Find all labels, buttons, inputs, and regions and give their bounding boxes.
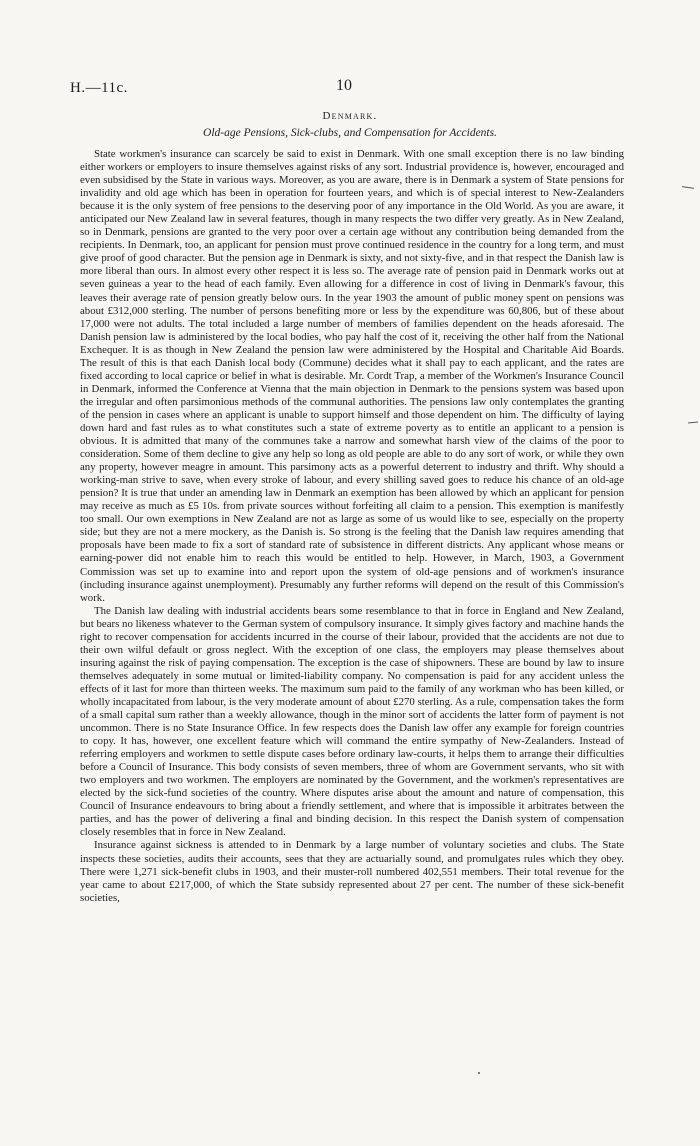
page-number: 10 [336, 77, 352, 94]
stray-dot [478, 1072, 480, 1074]
document-reference: H.—11c. [70, 80, 128, 96]
paragraph-pensions: State workmen's insurance can scarcely be said to exist in Denmark. With one small exception there is no law binding either workers or employers to insure themselves against risks of any sort. Industrial providence is, however, encouraged and even subsidised by the State in various ways. Moreover, as you are aware, there is in Denmark a system of State pensions for invalidity and old age which has been in operation for fourteen years, and which is of special interest to New-Zealanders because it is the only system of free pensions to the deserving poor of any importance in the Old World. As you are aware, it anticipated our New Zealand law in several features, though in many respects the two differ very greatly. As in New Zealand, so in Denmark, pensions are granted to the very poor over a certain age without any contribution being demanded from the recipients. In Denmark, too, an applicant for pension must prove continued residence in the country for a long term, and must give proof of good character. But the pension age in Denmark is sixty, and not sixty-five, and in that respect the Danish law is more liberal than ours. In almost every other respect it is less so. The average rate of pension paid in Denmark works out at seven guineas a year to the head of each family. Even allowing for a difference in cost of living in Denmark's favour, this leaves their average rate of pension greatly below ours. In the year 1903 the amount of public money spent on pensions was about £312,000 sterling. The number of persons benefiting more or less by the expenditure was 60,806, but of these about 17,000 were not adults. The total included a large number of members of families dependent on the heads aforesaid. The Danish pension law is administered by the local bodies, who pay half the cost of it, receiving the other half from the National Exchequer. It is as though in New Zealand the pension law were administered by the Hospital and Charitable Aid Boards. The result of this is that each Danish local body (Commune) decides what it shall pay to each applicant, and the rates are fixed according to local caprice or belief in what is desirable. Mr. Cordt Trap, a member of the Workmen's Insurance Council in Denmark, informed the Conference at Vienna that the main objection in Denmark to the pensions system was based upon the irregular and often parsimonious methods of the communal authorities. The pensions law only contemplates the granting of the pension in cases where an applicant is unable to support himself and those dependent on him. The difficulty of laying down hard and fast rules as to what constitutes such a state of extreme poverty as to entitle an applicant to a pension is obvious. It is admitted that many of the communes take a narrow and somewhat harsh view of the claims of the poor to consideration. Some of them decline to give any help so long as old people are able to do any sort of work, or while they own any property, however meagre in amount. This parsimony acts as a powerful deterrent to industry and thrift. Why should a working-man strive to save, when every stroke of labour, and every shilling saved goes to reduce his chance of an old-age pension? It is true that under an amending law in Denmark an exemption has been allowed by which an applicant for pension may receive as much as £5 10s. from private sources without forfeiting all claim to a pension. This exemption is manifestly too small. Our own exemptions in New Zealand are not as large as some of us would like to see, especially on the property side; but they are not a mere mockery, as the Danish is. So strong is the feeling that the Danish law requires amending that proposals have been made to fix a sort of standard rate of subsistence in different districts. Any applicant whose means or earning-power did not enable him to reach this would be entitled to help. However, in March, 1903, a Government Commission was set up to examine into and report upon the system of old-age pensions and of workmen's insurance (including insurance against unemployment). Presumably any further reforms will depend on the result of this Commission's work. [80, 148, 624, 604]
margin-mark [688, 421, 698, 423]
paragraph-accidents: The Danish law dealing with industrial accidents bears some resemblance to that in force in England and New Zealand, but bears no likeness whatever to the German system of compulsory insurance. It simply gives factory and machine hands the right to recover compensation for accidents incurred in the course of their labour, provided that the accidents are not due to their own wilful default or gross neglect. With the exception of one class, the employers may please themselves about insuring against the risk of paying compensation. The exception is the case of shipowners. These are bound by law to insure themselves adequately in some mutual or limited-liability company. No compensation is paid for any accident unless the effects of it last for more than thirteen weeks. The maximum sum paid to the family of any workman who has been killed, or wholly incapacitated from labour, is the very moderate amount of about £270 sterling. As a rule, compensation takes the form of a small capital sum rather than a weekly allowance, though in the minor sort of accidents the latter form of payment is not uncommon. There is no State Insurance Office. In few respects does the Danish law offer any example for foreign countries to copy. It has, however, one excellent feature which will command the entire sympathy of New-Zealanders. Instead of referring employers and workmen to settle dispute cases before ordinary law-courts, it helps them to arrange their difficulties before a Council of Insurance. This body consists of seven members, three of whom are Government servants, who sit with two employers and two workmen. The employers are nominated by the Government, and the workmen's representatives are elected by the sick-fund societies of the country. Where disputes arise about the amount and nature of compensation, this Council of Insurance endeavours to bring about a friendly settlement, and where that is impossible it arbitrates between the parties, and has the power of delivering a final and binding decision. In this respect the Danish system of compensation closely resembles that in force in New Zealand. [80, 604, 624, 839]
section-subtitle: Old-age Pensions, Sick-clubs, and Compensation for Accidents. [203, 127, 497, 139]
body-text [80, 148, 624, 905]
section-title: Denmark. [322, 110, 378, 122]
margin-mark [682, 186, 694, 189]
paragraph-sickness: Insurance against sickness is attended to in Denmark by a large number of voluntary societies and clubs. The State inspects these societies, audits their accounts, sees that they are actuarially sound, and promulgates rules which they obey. There were 1,271 sick-benefit clubs in 1903, and their muster-roll numbered 402,551 members. Their total revenue for the year came to about £217,000, of which the State subsidy represented about 27 per cent. The number of these sick-benefit societies, [80, 839, 624, 904]
